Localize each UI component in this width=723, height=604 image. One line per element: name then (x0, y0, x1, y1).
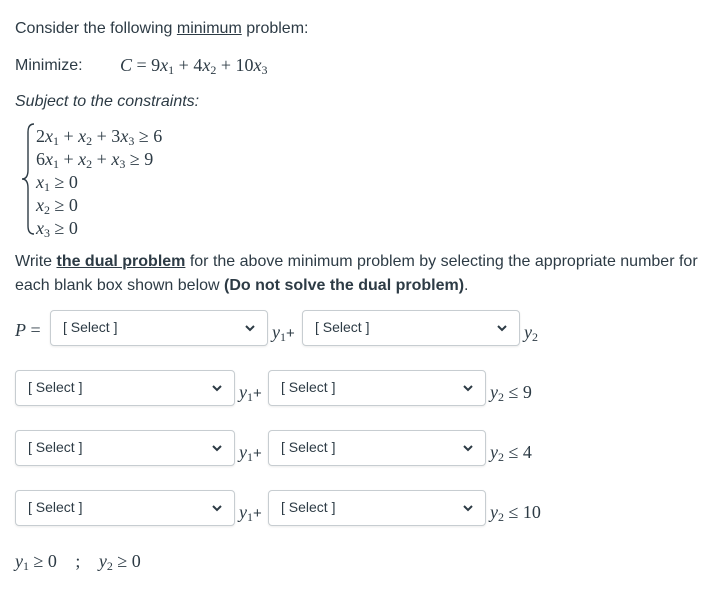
y-sub-1: 1 (280, 330, 286, 344)
dual-objective-coef-2-select[interactable] (302, 310, 520, 346)
y-var: y (490, 502, 498, 522)
objective-s2: 2 (210, 63, 217, 77)
c1-s2: 2 (86, 134, 93, 148)
nn2-rhs: ≥ 0 (50, 195, 78, 215)
objective-x3: x (253, 55, 262, 75)
instr-emph: the dual problem (56, 253, 186, 270)
y-sub-1: 1 (23, 559, 29, 573)
chevron-down-icon (495, 321, 509, 335)
plus-sign: + (286, 325, 295, 342)
intro-prefix: Consider the following (15, 20, 177, 37)
constraint-brace-icon (20, 122, 36, 236)
dual-c2-rhs (490, 442, 532, 465)
dual-objective-coef-1-select[interactable] (50, 310, 268, 346)
dual-objective-lhs (15, 320, 41, 341)
c1-x3: x (120, 126, 129, 146)
nonneg-x1 (36, 172, 78, 195)
dual-c1-rhs (490, 382, 532, 405)
dual-eq: = (30, 320, 41, 340)
dual-P: P (15, 320, 26, 340)
y-sub-2: 2 (498, 450, 504, 464)
y-var: y (239, 442, 247, 462)
c1-b: + (59, 126, 79, 146)
select-placeholder: [ Select ] (281, 439, 336, 455)
nonneg-x3 (36, 218, 78, 241)
dual-constraint-3-coef-1-select[interactable] (15, 490, 235, 526)
objective-s3: 3 (261, 63, 268, 77)
chevron-down-icon (210, 501, 224, 515)
y-var: y (239, 502, 247, 522)
select-placeholder: [ Select ] (315, 319, 370, 335)
nn2-s: 2 (44, 203, 50, 217)
objective-plus1: + 4 (174, 55, 203, 75)
plus-sign: + (253, 445, 262, 462)
y-sub-2: 2 (532, 330, 538, 344)
select-placeholder: [ Select ] (281, 499, 336, 515)
chevron-down-icon (461, 381, 475, 395)
c2-x1: x (45, 149, 53, 169)
c1-x2: x (78, 126, 87, 146)
c1-s3: 3 (128, 134, 135, 148)
c1-a: 2 (36, 126, 45, 146)
c1-s1: 1 (53, 134, 59, 148)
dual-c3-y1 (239, 502, 262, 525)
objective-eq: = 9 (132, 55, 161, 75)
objective-plus2: + 10 (216, 55, 254, 75)
nn2-v: x (36, 195, 44, 215)
select-placeholder: [ Select ] (63, 319, 118, 335)
dual-constraint-2-coef-2-select[interactable] (268, 430, 486, 466)
chevron-down-icon (210, 381, 224, 395)
y-sub-2: 2 (106, 559, 113, 573)
subject-label: Subject to the constraints: (15, 93, 200, 110)
select-placeholder: [ Select ] (281, 379, 336, 395)
dual-c2-y1 (239, 442, 262, 465)
instr-bold: (Do not solve the dual problem) (224, 277, 465, 294)
objective-x1: x (160, 55, 169, 75)
select-placeholder: [ Select ] (28, 439, 83, 455)
c2-s1: 1 (53, 157, 59, 171)
dual-constraint-2-coef-1-select[interactable] (15, 430, 235, 466)
y-var: y (524, 322, 532, 342)
intro-emph: minimum (176, 20, 242, 37)
objective-function (120, 55, 267, 78)
nonneg-x2 (36, 195, 78, 218)
nn3-v: x (36, 218, 44, 238)
c1-c: + 3 (92, 126, 121, 146)
instr-p2: for the above minimum problem by selecting the appropriate number for (185, 253, 698, 270)
nonneg-1: ≥ 0 (29, 551, 57, 571)
c2-x3: x (111, 149, 120, 169)
select-placeholder: [ Select ] (28, 379, 83, 395)
y-sub-1: 1 (247, 450, 253, 464)
c1-rhs: ≥ 6 (134, 126, 163, 146)
instr-p4: . (464, 277, 469, 294)
y-var: y (239, 382, 247, 402)
c2-s2: 2 (86, 157, 93, 171)
separator: ; (75, 551, 81, 571)
nn3-rhs: ≥ 0 (50, 218, 78, 238)
plus-sign: + (253, 385, 262, 402)
c2-rhs: ≥ 9 (125, 149, 154, 169)
nn1-v: x (36, 172, 44, 192)
y-sub-2: 2 (498, 390, 504, 404)
objective-s1: 1 (168, 63, 175, 77)
constraint-2 (36, 149, 153, 172)
c1-x1: x (45, 126, 53, 146)
intro-text (15, 20, 308, 38)
dual-constraint-1-coef-1-select[interactable] (15, 370, 235, 406)
c2-rhs-value: ≤ 4 (504, 442, 532, 462)
y-sub-1: 1 (247, 510, 253, 524)
objective-label: Minimize: (15, 57, 83, 74)
plus-sign: + (253, 505, 262, 522)
c2-x2: x (78, 149, 87, 169)
c1-rhs-value: ≤ 9 (504, 382, 532, 402)
instructions-line-1 (15, 253, 698, 271)
objective-var: C (120, 55, 133, 75)
instr-p3: each blank box shown below (15, 277, 225, 294)
nonneg-2: ≥ 0 (112, 551, 141, 571)
y-var: y (490, 382, 498, 402)
nn3-s: 3 (44, 226, 50, 240)
y-sub-1: 1 (247, 390, 253, 404)
dual-constraint-1-coef-2-select[interactable] (268, 370, 486, 406)
y-sub-2: 2 (498, 510, 504, 524)
c3-rhs-value: ≤ 10 (504, 502, 541, 522)
c2-s3: 3 (119, 157, 126, 171)
instr-p1: Write (15, 253, 57, 270)
dual-obj-y2 (524, 322, 538, 345)
c2-a: 6 (36, 149, 45, 169)
y-var: y (98, 551, 107, 571)
objective-x2: x (202, 55, 211, 75)
chevron-down-icon (461, 501, 475, 515)
nn1-rhs: ≥ 0 (50, 172, 78, 192)
dual-c3-rhs (490, 502, 541, 525)
y-var: y (490, 442, 498, 462)
chevron-down-icon (461, 441, 475, 455)
y-var: y (15, 551, 23, 571)
chevron-down-icon (243, 321, 257, 335)
chevron-down-icon (210, 441, 224, 455)
dual-c1-y1 (239, 382, 262, 405)
dual-obj-y1 (272, 322, 295, 345)
select-placeholder: [ Select ] (28, 499, 83, 515)
nn1-s: 1 (44, 180, 50, 194)
intro-suffix: problem: (241, 20, 309, 37)
dual-nonneg (15, 551, 141, 574)
dual-constraint-3-coef-2-select[interactable] (268, 490, 486, 526)
constraint-1 (36, 126, 162, 149)
c2-b: + (59, 149, 79, 169)
c2-c: + (92, 149, 112, 169)
y-var: y (272, 322, 280, 342)
instructions-line-2 (15, 277, 469, 295)
